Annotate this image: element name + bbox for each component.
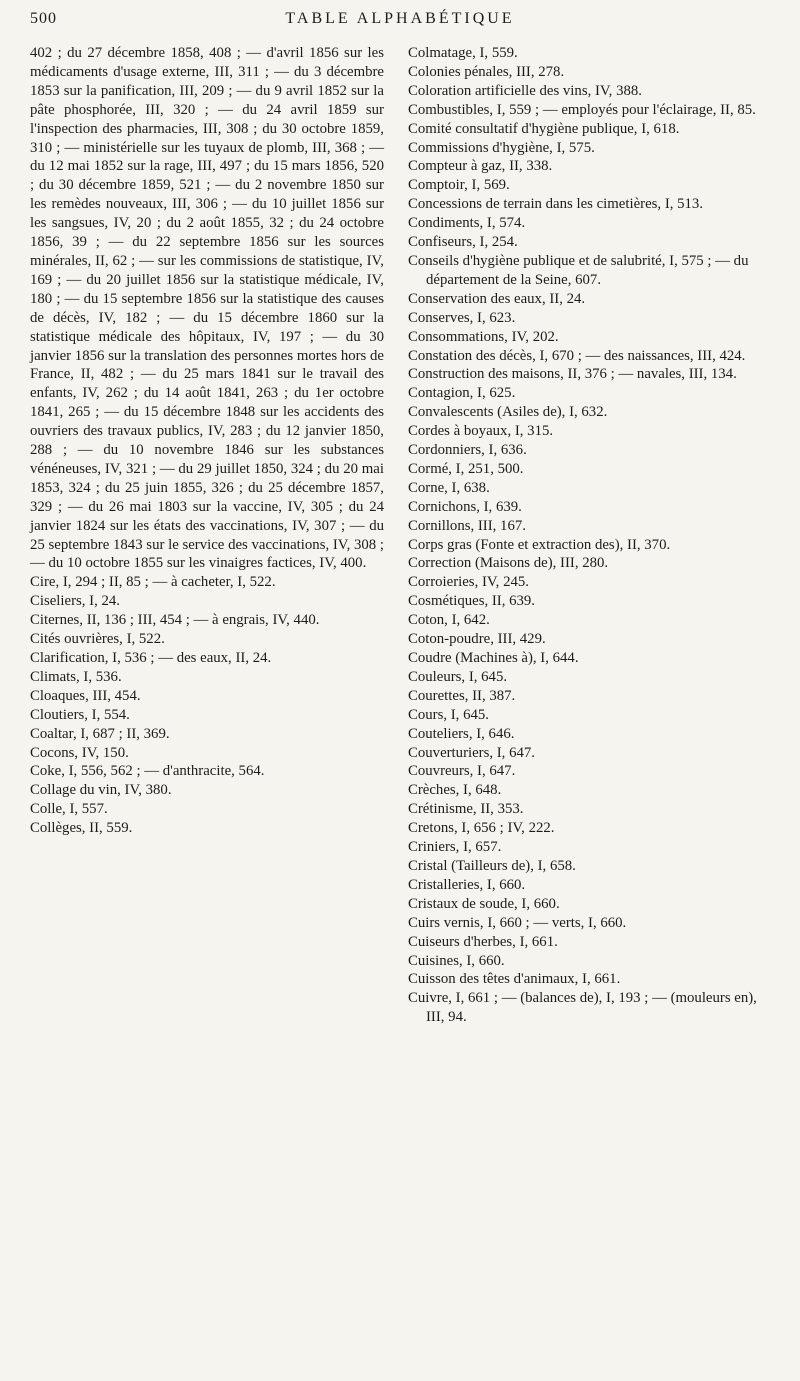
index-entry: Cornichons, I, 639.	[408, 498, 522, 515]
index-entry: Concessions de terrain dans les cimetières, I, 513.	[408, 196, 704, 213]
index-entry: Cités ouvrières, I, 522.	[30, 631, 165, 648]
index-entry: Corne, I, 638.	[408, 479, 490, 496]
index-entry: Colonies pénales, III, 278.	[408, 63, 565, 80]
index-entry: Clarification, I, 536 ; — des eaux, II, 24.	[30, 650, 272, 666]
index-entry: Coke, I, 556, 562 ; — d'anthracite, 564.	[30, 763, 265, 780]
index-entry: Couteliers, I, 646.	[408, 725, 515, 742]
index-entry: Collèges, II, 559.	[30, 820, 133, 837]
index-entry: Cordonniers, I, 636.	[408, 442, 527, 459]
index-entry: Coton, I, 642.	[408, 612, 490, 629]
index-entry: Ciseliers, I, 24.	[30, 593, 121, 610]
index-entry: Crétinisme, II, 353.	[408, 801, 524, 818]
index-entry: Correction (Maisons de), III, 280.	[408, 555, 609, 572]
index-entry: Condiments, I, 574.	[408, 215, 526, 232]
index-entry: Cretons, I, 656 ; IV, 222.	[408, 820, 555, 837]
index-entry: Coaltar, I, 687 ; II, 369.	[30, 725, 170, 742]
page-number: 500	[30, 10, 57, 27]
index-entry: Cornillons, III, 167.	[408, 517, 526, 534]
index-entry: Conservation des eaux, II, 24.	[408, 290, 586, 307]
index-entry: Couvreurs, I, 647.	[408, 763, 516, 780]
index-entry: Compteur à gaz, II, 338.	[408, 158, 553, 175]
index-entry: Cuisines, I, 660.	[408, 952, 505, 969]
index-column-left	[30, 44, 384, 1371]
index-entry: Citernes, II, 136 ; III, 454 ; — à engrais, IV, 440.	[30, 612, 320, 629]
index-entry: Confiseurs, I, 254.	[408, 234, 518, 251]
index-entry: Climats, I, 536.	[30, 668, 122, 685]
index-entry: Cocons, IV, 150.	[30, 744, 129, 761]
index-entry: Commissions d'hygiène, I, 575.	[408, 139, 595, 156]
index-entry: Coton-poudre, III, 429.	[408, 631, 546, 648]
index-entry: Couleurs, I, 645.	[408, 668, 508, 685]
index-entry: Construction des maisons, II, 376 ; — navales, III, 134.	[408, 366, 737, 383]
index-entry: Criniers, I, 657.	[408, 839, 502, 856]
index-entry: Cloaques, III, 454.	[30, 687, 141, 704]
index-entry: Conserves, I, 623.	[408, 309, 516, 326]
running-title: TABLE ALPHABÉTIQUE	[285, 10, 515, 27]
index-entry: Crèches, I, 648.	[408, 782, 502, 799]
index-entry: Cordes à boyaux, I, 315.	[408, 423, 554, 440]
index-entry: Corroieries, IV, 245.	[408, 574, 529, 591]
index-entry: Cloutiers, I, 554.	[30, 706, 130, 723]
running-head	[30, 8, 770, 38]
index-entry-continued: 402 ; du 27 décembre 1858, 408 ; — d'avril 1856 sur les médicaments d'usage externe, III, 311 ; — du 3 décembre 1853 sur la panification, III, 209 ; — du 9 avril 1852 sur la pâte phosphorée, III, 320 ; — du 24 avril 1859 sur l'inspection des pharmacies, III, 308 ; du 30 octobre 1859, 310 ; — ministérielle sur les tuyaux de plomb, III, 368 ; — du 12 mai 1852 sur la rage, III, 497 ; du 15 mars 1856, 520 ; du 30 décembre 1859, 521 ; — du 2 novembre 1850 sur les remèdes nouveaux, III, 306 ; — du 10 juillet 1856 sur les sangsues, IV, 20 ; du 2 août 1855, 32 ; du 24 octobre 1856, 39 ; — du 22 septembre 1856 sur les sources minérales, II, 62 ; — sur les commissions de statistique, IV, 169 ; — du 20 juillet 1856 sur la statistique médicale, IV, 180 ; — du 15 septembre 1856 sur la statistique des causes de décès, IV, 182 ; — du 15 décembre 1860 sur la statistique médicale des hôpitaux, IV, 197 ; — du 30 janvier 1856 sur la translation des personnes mortes hors de France, II, 482 ; — du 25 mars 1841 sur le travail des enfants, IV, 262 ; du 14 août 1841, 263 ; du 1er octobre 1841, 265 ; — du 15 décembre 1848 sur les accidents des ouvriers des travaux publics, IV, 283 ; du 12 janvier 1850, 288 ; — du 10 novembre 1846 sur les substances vénéneuses, IV, 321 ; — du 29 juillet 1850, 324 ; du 20 mai 1853, 324 ; du 25 juin 1855, 326 ; du 25 décembre 1857, 329 ; — du 26 mai 1803 sur la vaccine, IV, 305 ; du 24 janvier 1824 sur les états des vaccinations, IV, 307 ; — du 25 septembre 1843 sur le service des vaccinations, IV, 308 ; — du 10 octobre 1855 sur les vinaigres factices, IV, 400.	[30, 45, 384, 572]
index-entry: Cristal (Tailleurs de), I, 658.	[408, 857, 576, 874]
index-entry: Courettes, II, 387.	[408, 687, 516, 704]
index-entry: Cuivre, I, 661 ; — (balances de), I, 193 ; — (mouleurs en), III, 94.	[408, 990, 757, 1026]
index-entry: Cire, I, 294 ; II, 85 ; — à cacheter, I, 522.	[30, 574, 276, 591]
index-entry: Coudre (Machines à), I, 644.	[408, 650, 579, 666]
index-entry: Combustibles, I, 559 ; — employés pour l'éclairage, II, 85.	[408, 101, 756, 118]
index-entry: Cristalleries, I, 660.	[408, 876, 526, 893]
index-entry: Consommations, IV, 202.	[408, 328, 559, 345]
index-entry: Convalescents (Asiles de), I, 632.	[408, 404, 608, 421]
index-entry: Cours, I, 645.	[408, 706, 489, 723]
index-entry: Colmatage, I, 559.	[408, 45, 518, 61]
index-entry: Coloration artificielle des vins, IV, 388.	[408, 82, 642, 99]
index-entry: Cuiseurs d'herbes, I, 661.	[408, 933, 558, 950]
index-entry: Cosmétiques, II, 639.	[408, 593, 535, 610]
index-entry: Cuisson des têtes d'animaux, I, 661.	[408, 971, 621, 988]
index-entry: Cormé, I, 251, 500.	[408, 460, 524, 477]
index-entry: Contagion, I, 625.	[408, 385, 516, 402]
index-entry: Colle, I, 557.	[30, 801, 108, 818]
index-entry: Corps gras (Fonte et extraction des), II, 370.	[408, 536, 671, 553]
index-entry: Cristaux de soude, I, 660.	[408, 895, 560, 912]
index-column-right	[408, 44, 766, 1371]
index-entry: Couverturiers, I, 647.	[408, 744, 535, 761]
index-entry: Conseils d'hygiène publique et de salubrité, I, 575 ; — du département de la Seine, 607.	[408, 252, 749, 288]
index-entry: Collage du vin, IV, 380.	[30, 782, 172, 799]
index-entry: Comité consultatif d'hygiène publique, I, 618.	[408, 120, 680, 137]
index-entry: Constation des décès, I, 670 ; — des naissances, III, 424.	[408, 347, 746, 364]
index-entry: Comptoir, I, 569.	[408, 177, 510, 194]
index-entry: Cuirs vernis, I, 660 ; — verts, I, 660.	[408, 914, 627, 931]
